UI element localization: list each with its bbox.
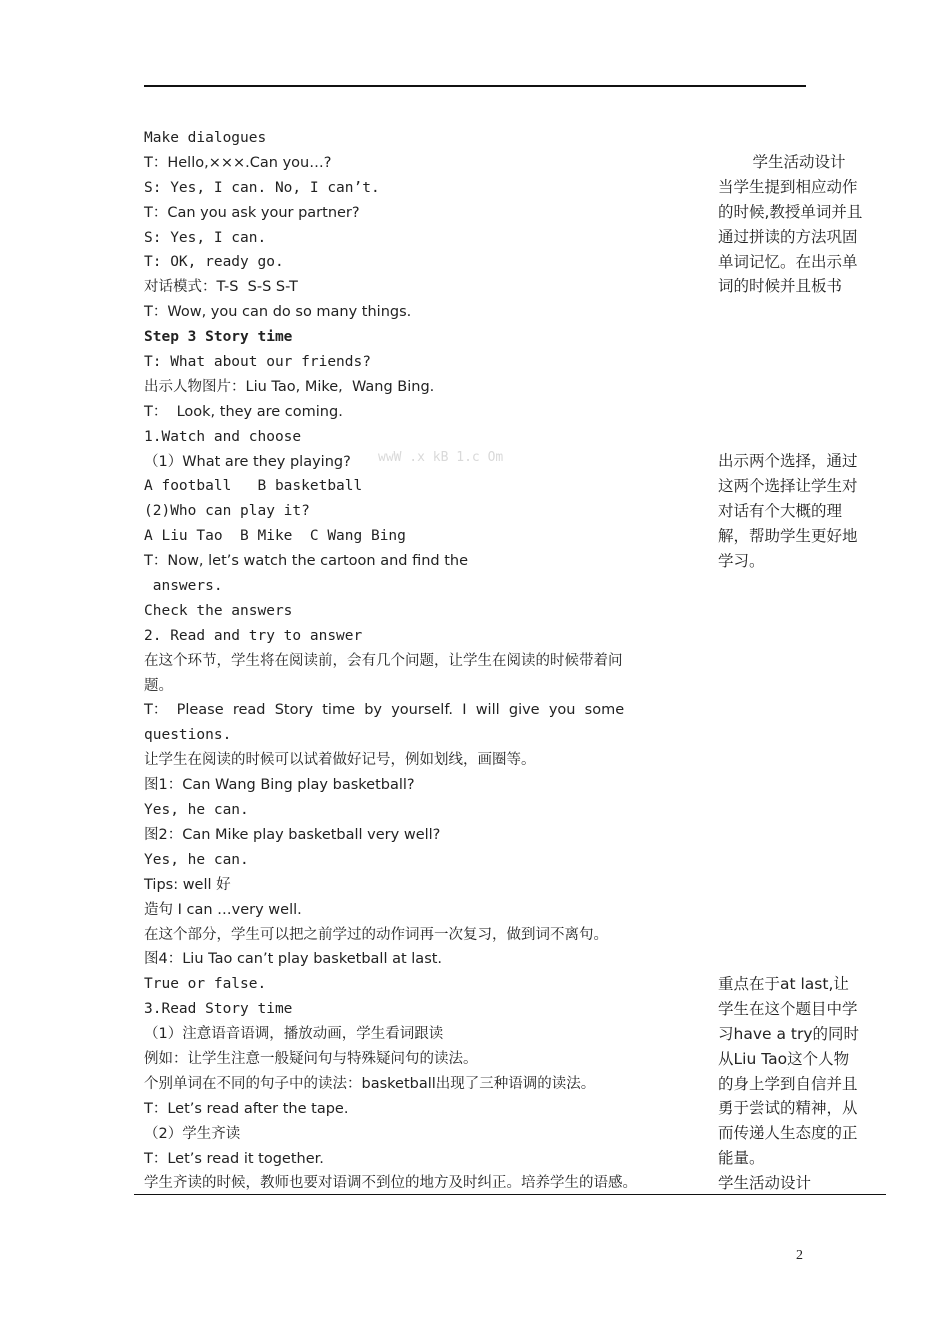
side-note-line: 学生在这个题目中学 — [718, 999, 858, 1018]
text-line: 出示人物图片：Liu Tao, Mike, Wang Bing. — [144, 378, 435, 395]
text-line: （1）What are they playing? — [144, 453, 351, 470]
text-line: 在这个环节，学生将在阅读前，会有几个问题，让学生在阅读的时候带着问 — [144, 652, 623, 669]
side-note-3 — [718, 972, 880, 1171]
text-line: Yes, he can. — [144, 802, 249, 819]
text-line: 让学生在阅读的时候可以试着做好记号，例如划线，画圈等。 — [144, 752, 536, 769]
text-line: T：Now, let’s watch the cartoon and find the — [144, 553, 469, 570]
text-line: （1）注意语音语调，播放动画，学生看词跟读 — [144, 1026, 444, 1043]
side-note-line: 出示两个选择，通过 — [718, 452, 858, 470]
side-note-line: 学生活动设计 — [752, 153, 846, 171]
side-note-line: 学习。 — [718, 551, 765, 570]
text-line: 图1：Can Wang Bing play basketball? — [144, 777, 415, 794]
side-note-line: 词的时候并且板书 — [718, 277, 843, 296]
text-line: T: OK, ready go. — [144, 254, 284, 271]
text-line: Tips: well 好 — [144, 876, 231, 893]
header-rule — [144, 85, 806, 87]
side-note-line: 当学生提到相应动作 — [718, 177, 858, 196]
side-note-line: 从Liu Tao这个人物 — [718, 1049, 850, 1068]
text-line: 题。 — [144, 677, 173, 694]
side-note-line: 解，帮助学生更好地 — [718, 526, 858, 545]
text-line: S: Yes, I can. No, I can’t. — [144, 179, 380, 196]
text-line: Make dialogues — [144, 130, 267, 146]
text-line: 造句 I can …very well. — [144, 901, 302, 918]
text-line: Step 3 Story time — [144, 329, 293, 346]
side-note-line: 而传递人生态度的正 — [718, 1124, 858, 1143]
text-line: 图2：Can Mike play basketball very well? — [144, 826, 441, 843]
text-line: T：Let’s read it together. — [144, 1150, 324, 1167]
text-line: True or false. — [144, 976, 267, 993]
main-column — [144, 126, 700, 1196]
text-line: T: What about our friends? — [144, 354, 371, 371]
side-note-line: 的时候,教授单词并且 — [718, 202, 863, 221]
text-line: 学生齐读的时候，教师也要对语调不到位的地方及时纠正。培养学生的语感。 — [144, 1175, 637, 1192]
text-line: 1.Watch and choose — [144, 428, 302, 445]
text-line: T：Can you ask your partner? — [144, 204, 360, 221]
text-line: 图4：Liu Tao can’t play basketball at last. — [144, 951, 443, 968]
text-line: (2)Who can play it? — [144, 503, 310, 520]
text-line: Check the answers — [144, 602, 293, 619]
text-line: 例如：让学生注意一般疑问句与特殊疑问句的读法。 — [144, 1050, 478, 1067]
side-note-line: 勇于尝试的精神，从 — [718, 1099, 858, 1118]
text-line: 2. Read and try to answer — [144, 627, 363, 644]
text-line: 3.Read Story time — [144, 1001, 293, 1018]
side-note-line: 习have a try的同时 — [718, 1024, 860, 1043]
side-note-line: 学生活动设计 — [718, 1174, 812, 1192]
text-line: 个别单词在不同的句子中的读法：basketball出现了三种语调的读法。 — [144, 1075, 596, 1092]
side-note-line: 对话有个大概的理 — [718, 501, 843, 520]
side-note-1 — [718, 150, 880, 299]
text-line: T：Wow, you can do so many things. — [144, 304, 412, 321]
text-line: T：Hello,×××.Can you…? — [144, 154, 332, 171]
text-line: （2）学生齐读 — [144, 1125, 241, 1142]
side-note-4 — [718, 1171, 880, 1196]
text-line: A football B basketball — [144, 478, 363, 495]
side-note-line: 这两个选择让学生对 — [718, 476, 858, 495]
text-line: T：Let’s read after the tape. — [144, 1100, 349, 1117]
text-line: answers. — [144, 578, 223, 595]
text-line: 在这个部分，学生可以把之前学过的动作词再一次复习，做到词不离句。 — [144, 926, 608, 943]
side-note-line: 单词记忆。在出示单 — [718, 252, 858, 271]
side-note-2 — [718, 449, 880, 573]
table-bottom-rule — [134, 1194, 886, 1195]
side-note-line: 的身上学到自信并且 — [718, 1074, 858, 1093]
text-line: S: Yes, I can. — [144, 229, 267, 246]
text-line: T： Please read Story time by yourself. I will give you some — [144, 702, 625, 719]
side-note-line: 能量。 — [718, 1149, 765, 1168]
watermark: wwW .x kB 1.c Om — [378, 450, 504, 465]
text-line: questions. — [144, 727, 232, 744]
side-note-line: 重点在于at last,让 — [718, 975, 849, 993]
text-line: 对话模式：T-S S-S S-T — [144, 279, 298, 296]
page-number: 2 — [796, 1248, 803, 1263]
text-line: Yes, he can. — [144, 851, 249, 868]
side-note-line: 通过拼读的方法巩固 — [718, 227, 858, 246]
text-line: T： Look, they are coming. — [144, 403, 343, 420]
text-line: A Liu Tao B Mike C Wang Bing — [144, 528, 406, 545]
